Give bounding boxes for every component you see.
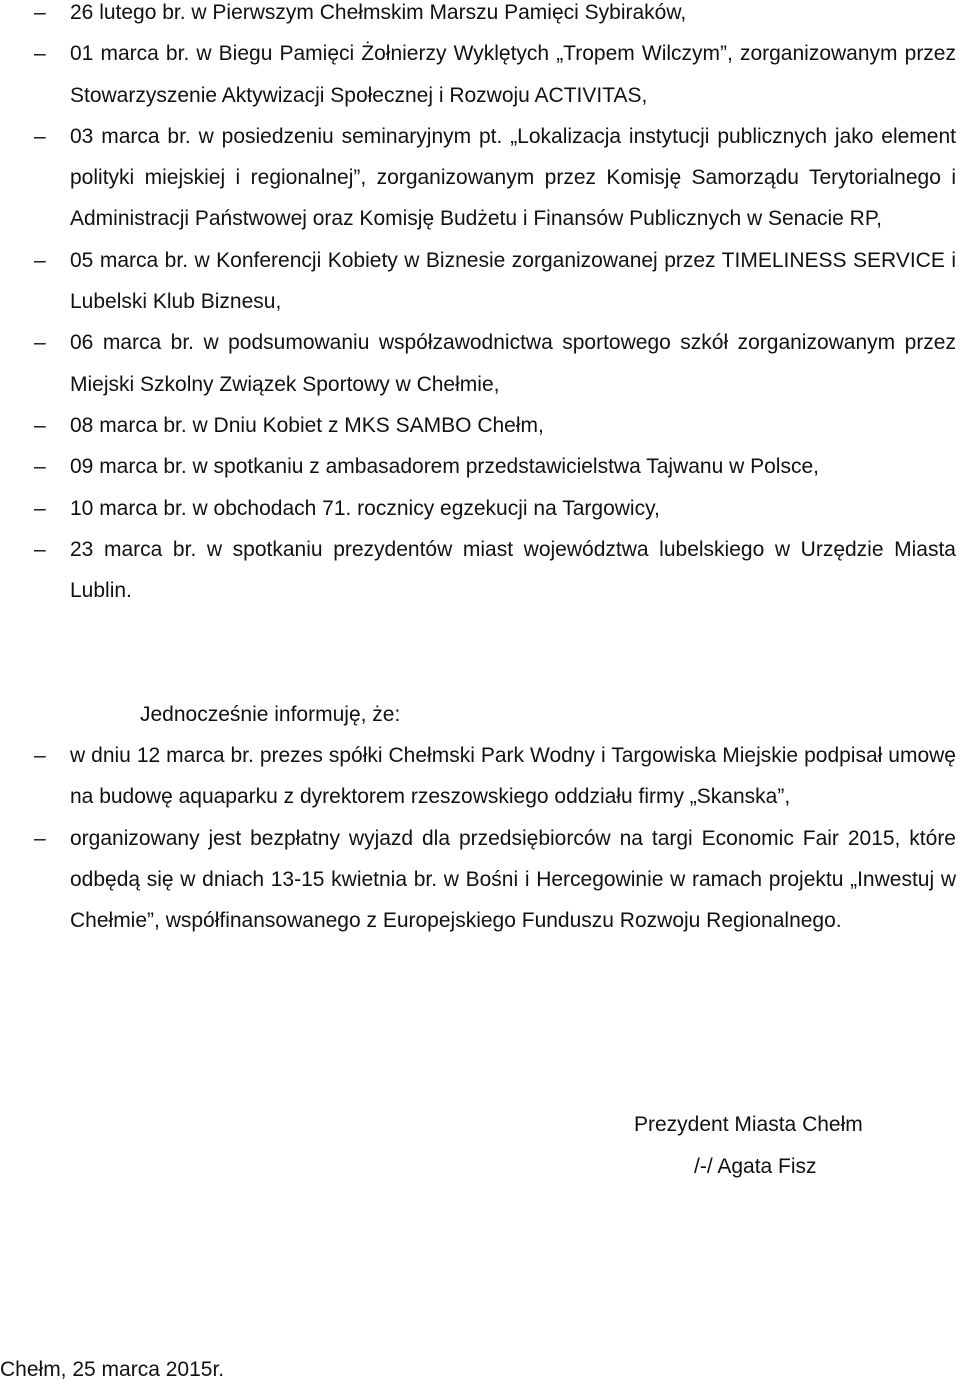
list-item bbox=[0, 240, 960, 323]
list-item bbox=[0, 405, 960, 446]
list-item-text: 06 marca br. w podsumowaniu współzawodnictwa sportowego szkół zorganizowanym przez Miejski Szkolny Związek Sportowy w Chełmie, bbox=[70, 331, 956, 396]
list-item bbox=[0, 322, 960, 405]
list-item bbox=[0, 0, 960, 33]
info-list bbox=[0, 735, 960, 941]
list-item bbox=[0, 735, 960, 818]
list-dash: – bbox=[34, 331, 46, 355]
list-item-text: 03 marca br. w posiedzeniu seminaryjnym pt. „Lokalizacja instytucji publicznych jako element polityki miejskiej i regionalnej”, zorganizowanym przez Komisję Samorządu Terytorialnego i Administracji Państwowej oraz Komisję Budżetu i Finansów Publicznych w Senacie RP, bbox=[70, 124, 956, 231]
list-dash: – bbox=[34, 1, 46, 24]
list-item bbox=[0, 446, 960, 487]
list-item-text: 26 lutego br. w Pierwszym Chełmskim Marszu Pamięci Sybiraków, bbox=[70, 1, 687, 24]
list-item-text: organizowany jest bezpłatny wyjazd dla przedsiębiorców na targi Economic Fair 2015, które odbędą się w dniach 13-15 kwietnia br. w Bośni i Hercegowinie w ramach projektu „Inwestuj w Chełmie”, współfinansowanego z Europejskiego Funduszu Rozwoju Regionalnego. bbox=[70, 826, 956, 933]
list-item-text: 01 marca br. w Biegu Pamięci Żołnierzy Wyklętych „Tropem Wilczym”, zorganizowanym przez Stowarzyszenie Aktywizacji Społecznej i Rozwoju ACTIVITAS, bbox=[70, 42, 956, 107]
list-dash: – bbox=[34, 496, 46, 520]
list-dash: – bbox=[34, 42, 46, 66]
list-item bbox=[0, 116, 960, 240]
list-item-text: 08 marca br. w Dniu Kobiet z MKS SAMBO Chełm, bbox=[70, 413, 544, 437]
list-dash: – bbox=[34, 413, 46, 437]
list-item bbox=[0, 33, 960, 116]
place-date: Chełm, 25 marca 2015r. bbox=[0, 1358, 225, 1381]
intro-note: Jednocześnie informuję, że: bbox=[140, 703, 401, 726]
list-item bbox=[0, 818, 960, 942]
list-item-text: 05 marca br. w Konferencji Kobiety w Biznesie zorganizowanej przez TIMELINESS SERVICE i Lubelski Klub Biznesu, bbox=[70, 248, 956, 314]
list-item-text: 09 marca br. w spotkaniu z ambasadorem przedstawicielstwa Tajwanu w Polsce, bbox=[70, 455, 819, 479]
list-item-text: 23 marca br. w spotkaniu prezydentów miast województwa lubelskiego w Urzędzie Miasta Lublin. bbox=[70, 537, 956, 603]
list-dash: – bbox=[34, 744, 46, 767]
list-dash: – bbox=[34, 248, 46, 272]
list-item bbox=[0, 529, 960, 612]
list-dash: – bbox=[34, 455, 46, 479]
list-item bbox=[0, 488, 960, 529]
list-dash: – bbox=[34, 826, 46, 850]
events-list bbox=[0, 0, 960, 611]
list-item-text: 10 marca br. w obchodach 71. rocznicy egzekucji na Targowicy, bbox=[70, 496, 660, 520]
list-dash: – bbox=[34, 537, 46, 561]
list-item-text: w dniu 12 marca br. prezes spółki Chełmski Park Wodny i Targowiska Miejskie podpisał umowę na budowę aquaparku z dyrektorem rzeszowskiego oddziału firmy „Skanska”, bbox=[70, 744, 956, 809]
list-dash: – bbox=[34, 124, 46, 148]
signature-title: Prezydent Miasta Chełm bbox=[634, 1113, 863, 1136]
signature-name: /-/ Agata Fisz bbox=[694, 1155, 817, 1178]
signature-block bbox=[634, 1104, 863, 1188]
